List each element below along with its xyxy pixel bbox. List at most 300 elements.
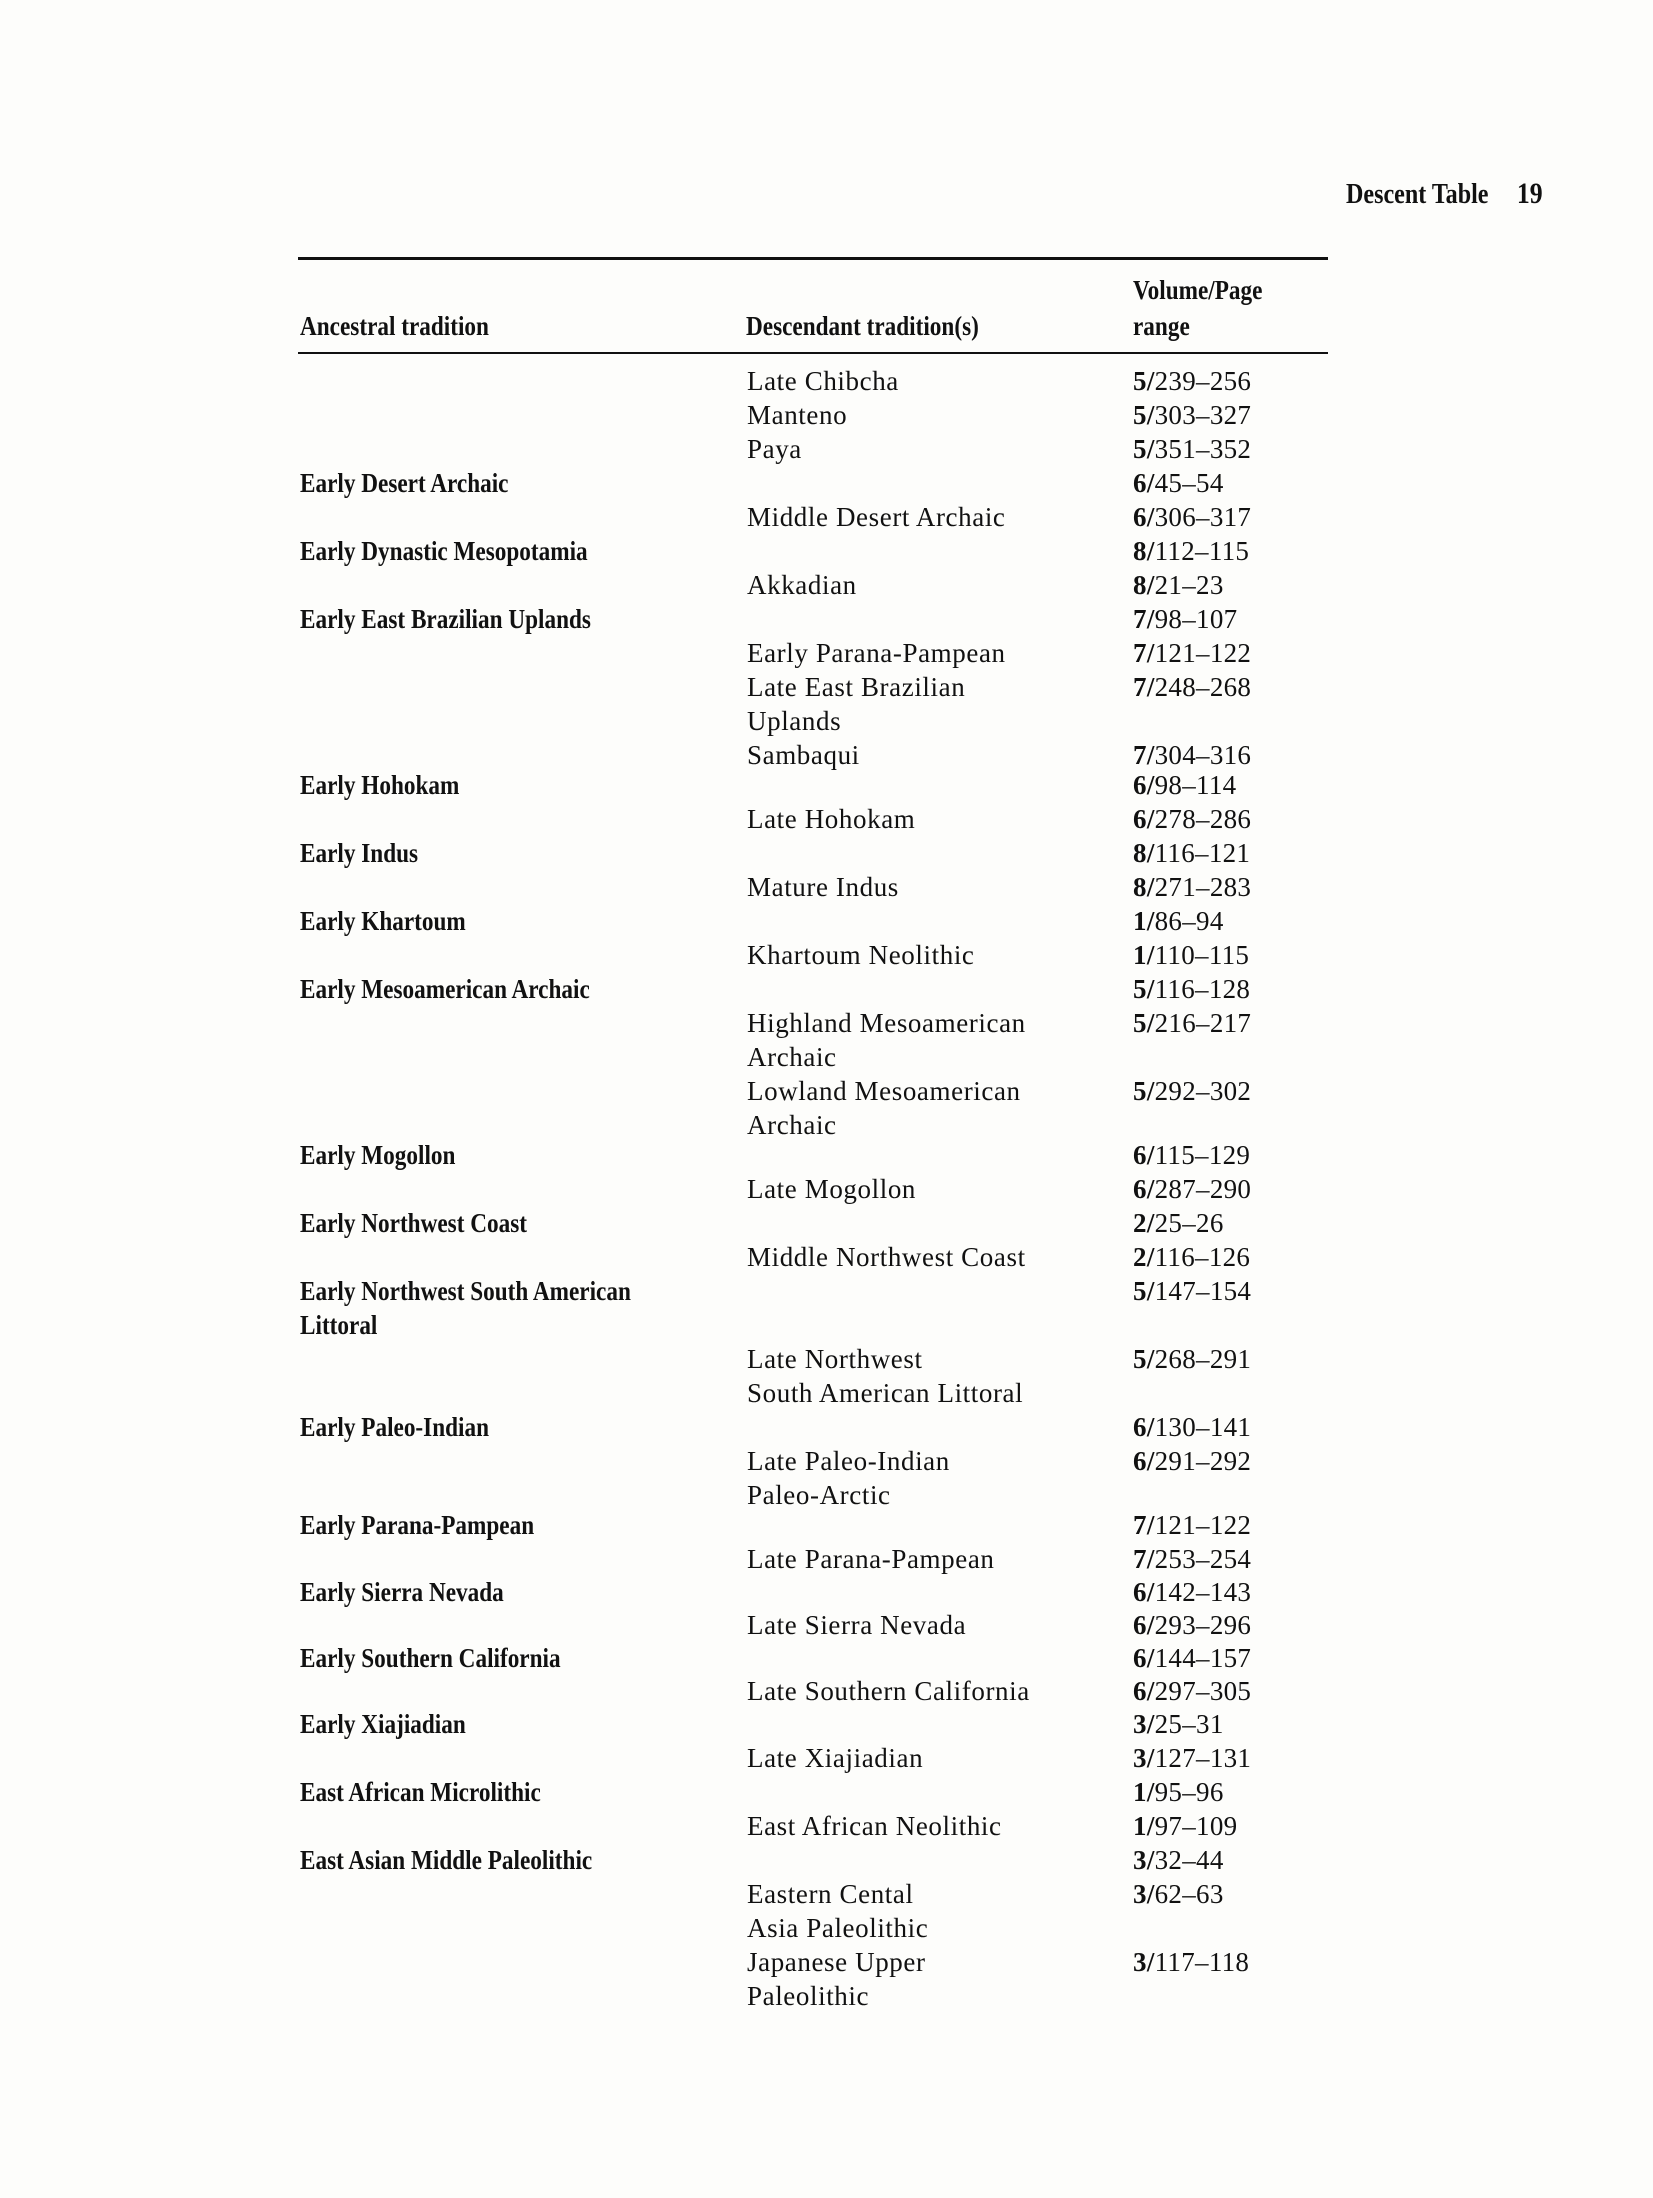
volume-separator: / <box>1146 1510 1155 1540</box>
ancestral-tradition-cell <box>300 904 730 938</box>
running-head <box>1346 177 1543 211</box>
table-row <box>0 802 1653 836</box>
ancestral-tradition-cell <box>300 466 730 500</box>
volume-separator: / <box>1146 536 1155 566</box>
volume-separator: / <box>1146 872 1155 902</box>
page-range: 130–141 <box>1154 1412 1252 1442</box>
table-row <box>0 1843 1653 1877</box>
table-row <box>0 1274 1653 1342</box>
volume-separator: / <box>1146 1076 1155 1106</box>
volume-page-cell <box>1133 1342 1333 1376</box>
table-row <box>0 768 1653 802</box>
volume-separator: / <box>1146 1446 1155 1476</box>
volume-page-cell <box>1133 1444 1333 1478</box>
volume-number: 3 <box>1133 1947 1147 1977</box>
table-row <box>0 1444 1653 1508</box>
ancestral-tradition-cell <box>300 972 730 1006</box>
ancestral-tradition-cell <box>300 1410 730 1444</box>
volume-number: 5 <box>1133 1008 1147 1038</box>
volume-page-cell <box>1133 1674 1333 1708</box>
ancestral-tradition-text: Early Paleo-Indian <box>300 1412 490 1442</box>
page-range: 292–302 <box>1154 1076 1252 1106</box>
descendant-tradition-cell <box>747 1674 1107 1708</box>
volume-page-cell <box>1133 534 1333 568</box>
ancestral-tradition-cell <box>300 1707 730 1741</box>
descendant-tradition-cell <box>747 432 1107 466</box>
ancestral-tradition-text: Early Mesoamerican Archaic <box>300 974 590 1004</box>
volume-separator: / <box>1146 1643 1155 1673</box>
page-range: 116–128 <box>1154 974 1251 1004</box>
table-row <box>0 636 1653 670</box>
ancestral-tradition-text: Early Khartoum <box>300 906 466 936</box>
descendant-tradition-cell <box>747 500 1107 534</box>
ancestral-tradition-cell <box>300 768 730 802</box>
volume-separator: / <box>1146 468 1155 498</box>
volume-number: 5 <box>1133 1344 1147 1374</box>
table-row <box>0 568 1653 602</box>
page-range: 306–317 <box>1154 502 1252 532</box>
table-row <box>0 1741 1653 1775</box>
descendant-tradition-text: Paleolithic <box>747 1981 870 2011</box>
descendant-tradition-text: Late Hohokam <box>747 804 916 834</box>
header-volume-page <box>1133 272 1262 344</box>
volume-number: 6 <box>1133 1676 1147 1706</box>
volume-separator: / <box>1146 1577 1155 1607</box>
ancestral-tradition-text: Early Xiajiadian <box>300 1709 466 1739</box>
volume-page-cell <box>1133 870 1333 904</box>
ancestral-tradition-cell <box>300 1274 730 1342</box>
descendant-tradition-text: Archaic <box>747 1042 837 1072</box>
volume-separator: / <box>1146 1276 1155 1306</box>
volume-separator: / <box>1146 1242 1155 1272</box>
descendant-tradition-text: South American Littoral <box>747 1378 1024 1408</box>
table-row <box>0 972 1653 1006</box>
descendant-tradition-text: Uplands <box>747 706 842 736</box>
page-range: 116–126 <box>1154 1242 1251 1272</box>
descendant-tradition-cell <box>747 670 1107 738</box>
page-range: 25–31 <box>1154 1709 1224 1739</box>
table-row <box>0 670 1653 738</box>
table-row <box>0 1674 1653 1707</box>
descendant-tradition-cell <box>747 568 1107 602</box>
volume-separator: / <box>1146 400 1155 430</box>
table-row <box>0 466 1653 500</box>
descendant-tradition-text: Middle Desert Archaic <box>747 502 1006 532</box>
volume-page-cell <box>1133 1741 1333 1775</box>
page-range: 121–122 <box>1154 1510 1252 1540</box>
volume-page-cell <box>1133 1877 1333 1911</box>
volume-page-cell <box>1133 670 1333 704</box>
descendant-tradition-cell <box>747 1608 1107 1642</box>
descendant-tradition-cell <box>747 1240 1107 1274</box>
volume-separator: / <box>1146 1610 1155 1640</box>
header-volume-line1: Volume/Page <box>1133 275 1263 305</box>
volume-page-cell <box>1133 432 1333 466</box>
descendant-tradition-text: Paya <box>747 434 802 464</box>
ancestral-tradition-cell <box>300 1843 730 1877</box>
volume-page-cell <box>1133 1775 1333 1809</box>
table-row <box>0 738 1653 768</box>
descendant-tradition-cell <box>747 1172 1107 1206</box>
volume-page-cell <box>1133 738 1333 772</box>
volume-page-cell <box>1133 1508 1333 1542</box>
volume-page-cell <box>1133 904 1333 938</box>
volume-page-cell <box>1133 1542 1333 1576</box>
descendant-tradition-text: Late Paleo-Indian <box>747 1446 950 1476</box>
page-range: 112–115 <box>1154 536 1250 566</box>
volume-number: 5 <box>1133 434 1147 464</box>
table-body <box>0 364 1653 2013</box>
volume-number: 5 <box>1133 366 1147 396</box>
header-ancestral: Ancestral tradition <box>300 311 489 341</box>
ancestral-tradition-text: Littoral <box>300 1310 378 1340</box>
volume-separator: / <box>1146 570 1155 600</box>
descendant-tradition-text: Khartoum Neolithic <box>747 940 975 970</box>
page-range: 95–96 <box>1154 1777 1224 1807</box>
ancestral-tradition-cell <box>300 1575 730 1609</box>
volume-number: 7 <box>1133 740 1147 770</box>
ancestral-tradition-cell <box>300 836 730 870</box>
page-range: 110–115 <box>1154 940 1250 970</box>
descendant-tradition-cell <box>747 1342 1107 1410</box>
volume-page-cell <box>1133 802 1333 836</box>
page-number: 19 <box>1517 177 1543 210</box>
header-descendant: Descendant tradition(s) <box>746 311 979 341</box>
volume-number: 6 <box>1133 1412 1147 1442</box>
volume-separator: / <box>1146 672 1155 702</box>
volume-number: 2 <box>1133 1242 1147 1272</box>
page-range: 278–286 <box>1154 804 1252 834</box>
volume-number: 6 <box>1133 1174 1147 1204</box>
table-row <box>0 602 1653 636</box>
page-range: 142–143 <box>1154 1577 1252 1607</box>
volume-page-cell <box>1133 1945 1333 1979</box>
volume-separator: / <box>1146 502 1155 532</box>
descendant-tradition-text: Early Parana-Pampean <box>747 638 1006 668</box>
volume-page-cell <box>1133 398 1333 432</box>
descendant-tradition-text: Late Chibcha <box>747 366 899 396</box>
table-row <box>0 1172 1653 1206</box>
descendant-tradition-text: Late East Brazilian <box>747 672 966 702</box>
table-row <box>0 1006 1653 1074</box>
page-range: 127–131 <box>1154 1743 1252 1773</box>
volume-page-cell <box>1133 938 1333 972</box>
volume-number: 7 <box>1133 1544 1147 1574</box>
volume-number: 5 <box>1133 1276 1147 1306</box>
table-row <box>0 1641 1653 1674</box>
page-range: 303–327 <box>1154 400 1252 430</box>
volume-page-cell <box>1133 1843 1333 1877</box>
page-range: 144–157 <box>1154 1643 1252 1673</box>
volume-page-cell <box>1133 1206 1333 1240</box>
table-row <box>0 938 1653 972</box>
page-range: 293–296 <box>1154 1610 1252 1640</box>
volume-separator: / <box>1146 1811 1155 1841</box>
page-range: 121–122 <box>1154 638 1252 668</box>
table-row <box>0 836 1653 870</box>
descendant-tradition-cell <box>747 398 1107 432</box>
ancestral-tradition-cell <box>300 1641 730 1675</box>
volume-page-cell <box>1133 1074 1333 1108</box>
descendant-tradition-text: Mature Indus <box>747 872 899 902</box>
table-row <box>0 1074 1653 1138</box>
descendant-tradition-cell <box>747 870 1107 904</box>
descendant-tradition-cell <box>747 1006 1107 1074</box>
volume-page-cell <box>1133 1274 1333 1308</box>
volume-page-cell <box>1133 1641 1333 1675</box>
descendant-tradition-cell <box>747 1877 1107 1945</box>
ancestral-tradition-cell <box>300 1775 730 1809</box>
volume-page-cell <box>1133 1240 1333 1274</box>
volume-separator: / <box>1146 1344 1155 1374</box>
descendant-tradition-text: Late Parana-Pampean <box>747 1544 995 1574</box>
volume-number: 5 <box>1133 1076 1147 1106</box>
table-row <box>0 534 1653 568</box>
ancestral-tradition-cell <box>300 602 730 636</box>
page-range: 117–118 <box>1154 1947 1250 1977</box>
table-row <box>0 1809 1653 1843</box>
volume-page-cell <box>1133 1575 1333 1609</box>
volume-number: 8 <box>1133 536 1147 566</box>
volume-separator: / <box>1146 1208 1155 1238</box>
table-row <box>0 432 1653 466</box>
volume-page-cell <box>1133 568 1333 602</box>
table-row <box>0 364 1653 398</box>
page-range: 147–154 <box>1154 1276 1252 1306</box>
volume-separator: / <box>1146 434 1155 464</box>
volume-number: 3 <box>1133 1709 1147 1739</box>
ancestral-tradition-text: Early Indus <box>300 838 419 868</box>
volume-number: 5 <box>1133 974 1147 1004</box>
table-row <box>0 1410 1653 1444</box>
descendant-tradition-text: East African Neolithic <box>747 1811 1002 1841</box>
table-row <box>0 870 1653 904</box>
descendant-tradition-text: Late Sierra Nevada <box>747 1610 967 1640</box>
header-volume-line2: range <box>1133 311 1190 341</box>
volume-separator: / <box>1146 1777 1155 1807</box>
volume-number: 6 <box>1133 1446 1147 1476</box>
volume-number: 6 <box>1133 502 1147 532</box>
volume-number: 3 <box>1133 1879 1147 1909</box>
volume-separator: / <box>1146 1709 1155 1739</box>
volume-page-cell <box>1133 972 1333 1006</box>
ancestral-tradition-text: Early Mogollon <box>300 1140 456 1170</box>
descendant-tradition-text: Manteno <box>747 400 848 430</box>
volume-number: 1 <box>1133 1777 1147 1807</box>
volume-separator: / <box>1146 1412 1155 1442</box>
page-range: 25–26 <box>1154 1208 1224 1238</box>
descendant-tradition-cell <box>747 1809 1107 1843</box>
volume-page-cell <box>1133 1707 1333 1741</box>
volume-number: 8 <box>1133 872 1147 902</box>
ancestral-tradition-text: Early Sierra Nevada <box>300 1577 504 1607</box>
descendant-tradition-text: Eastern Cental <box>747 1879 914 1909</box>
ancestral-tradition-cell <box>300 534 730 568</box>
page-range: 304–316 <box>1154 740 1252 770</box>
page-range: 115–129 <box>1154 1140 1251 1170</box>
descendant-tradition-text: Lowland Mesoamerican <box>747 1076 1021 1106</box>
descendant-tradition-cell <box>747 938 1107 972</box>
volume-page-cell <box>1133 602 1333 636</box>
descendant-tradition-text: Paleo-Arctic <box>747 1480 891 1510</box>
table-row <box>0 1342 1653 1410</box>
volume-separator: / <box>1146 1174 1155 1204</box>
volume-separator: / <box>1146 1947 1155 1977</box>
table-top-rule <box>298 257 1328 260</box>
ancestral-tradition-text: Early Northwest Coast <box>300 1208 528 1238</box>
table-row <box>0 1707 1653 1741</box>
descendant-tradition-cell <box>747 636 1107 670</box>
volume-separator: / <box>1146 804 1155 834</box>
volume-page-cell <box>1133 836 1333 870</box>
descendant-tradition-text: Middle Northwest Coast <box>747 1242 1026 1272</box>
volume-separator: / <box>1146 1845 1155 1875</box>
descendant-tradition-text: Late Southern California <box>747 1676 1030 1706</box>
ancestral-tradition-text: Early Northwest South American <box>300 1276 631 1306</box>
table-row <box>0 1138 1653 1172</box>
page-range: 216–217 <box>1154 1008 1252 1038</box>
volume-page-cell <box>1133 500 1333 534</box>
volume-number: 7 <box>1133 672 1147 702</box>
volume-separator: / <box>1146 1879 1155 1909</box>
ancestral-tradition-text: East Asian Middle Paleolithic <box>300 1845 593 1875</box>
volume-separator: / <box>1146 1676 1155 1706</box>
volume-separator: / <box>1146 740 1155 770</box>
page-range: 253–254 <box>1154 1544 1252 1574</box>
page-range: 287–290 <box>1154 1174 1252 1204</box>
volume-number: 7 <box>1133 638 1147 668</box>
ancestral-tradition-text: Early Desert Archaic <box>300 468 509 498</box>
volume-page-cell <box>1133 1006 1333 1040</box>
volume-separator: / <box>1146 838 1155 868</box>
volume-page-cell <box>1133 1172 1333 1206</box>
volume-separator: / <box>1146 770 1155 800</box>
ancestral-tradition-text: Early Parana-Pampean <box>300 1510 535 1540</box>
volume-number: 3 <box>1133 1845 1147 1875</box>
page-range: 45–54 <box>1154 468 1224 498</box>
volume-number: 6 <box>1133 804 1147 834</box>
descendant-tradition-text: Japanese Upper <box>747 1947 926 1977</box>
descendant-tradition-text: Late Northwest <box>747 1344 923 1374</box>
ancestral-tradition-text: Early East Brazilian Uplands <box>300 604 591 634</box>
volume-number: 1 <box>1133 906 1147 936</box>
descendant-tradition-cell <box>747 364 1107 398</box>
table-row <box>0 1877 1653 1945</box>
volume-separator: / <box>1146 1140 1155 1170</box>
page-range: 21–23 <box>1154 570 1224 600</box>
volume-separator: / <box>1146 1544 1155 1574</box>
ancestral-tradition-text: East African Microlithic <box>300 1777 541 1807</box>
volume-page-cell <box>1133 466 1333 500</box>
table-row <box>0 1240 1653 1274</box>
table-row <box>0 1575 1653 1608</box>
volume-page-cell <box>1133 768 1333 802</box>
table-row <box>0 1206 1653 1240</box>
ancestral-tradition-text: Early Dynastic Mesopotamia <box>300 536 588 566</box>
table-row <box>0 1945 1653 2013</box>
descendant-tradition-cell <box>747 1444 1107 1512</box>
table-row <box>0 1542 1653 1575</box>
page-range: 268–291 <box>1154 1344 1252 1374</box>
volume-separator: / <box>1146 940 1155 970</box>
table-header-rule <box>298 352 1328 354</box>
table-row <box>0 500 1653 534</box>
page-range: 116–121 <box>1154 838 1251 868</box>
page-range: 98–114 <box>1154 770 1237 800</box>
page-range: 351–352 <box>1154 434 1252 464</box>
page-range: 297–305 <box>1154 1676 1252 1706</box>
table-row <box>0 1775 1653 1809</box>
volume-separator: / <box>1146 974 1155 1004</box>
table-row <box>0 1508 1653 1542</box>
volume-number: 7 <box>1133 604 1147 634</box>
volume-number: 8 <box>1133 570 1147 600</box>
ancestral-tradition-text: Early Hohokam <box>300 770 460 800</box>
volume-number: 5 <box>1133 400 1147 430</box>
volume-number: 6 <box>1133 1577 1147 1607</box>
volume-separator: / <box>1146 1743 1155 1773</box>
table-row <box>0 1608 1653 1641</box>
page-range: 291–292 <box>1154 1446 1252 1476</box>
descendant-tradition-cell <box>747 1741 1107 1775</box>
descendant-tradition-text: Sambaqui <box>747 740 860 770</box>
volume-page-cell <box>1133 364 1333 398</box>
volume-number: 8 <box>1133 838 1147 868</box>
page-range: 98–107 <box>1154 604 1238 634</box>
volume-separator: / <box>1146 906 1155 936</box>
volume-number: 6 <box>1133 468 1147 498</box>
volume-number: 7 <box>1133 1510 1147 1540</box>
page-range: 62–63 <box>1154 1879 1224 1909</box>
descendant-tradition-cell <box>747 1945 1107 2013</box>
volume-number: 3 <box>1133 1743 1147 1773</box>
page-range: 271–283 <box>1154 872 1252 902</box>
descendant-tradition-text: Highland Mesoamerican <box>747 1008 1026 1038</box>
volume-separator: / <box>1146 1008 1155 1038</box>
volume-separator: / <box>1146 604 1155 634</box>
running-head-title: Descent Table <box>1346 179 1489 210</box>
page-range: 239–256 <box>1154 366 1252 396</box>
volume-page-cell <box>1133 1608 1333 1642</box>
volume-number: 6 <box>1133 1610 1147 1640</box>
page-range: 86–94 <box>1154 906 1224 936</box>
descendant-tradition-text: Archaic <box>747 1110 837 1140</box>
volume-number: 6 <box>1133 770 1147 800</box>
descendant-tradition-cell <box>747 1074 1107 1142</box>
page-range: 32–44 <box>1154 1845 1224 1875</box>
volume-separator: / <box>1146 366 1155 396</box>
volume-separator: / <box>1146 638 1155 668</box>
volume-page-cell <box>1133 1410 1333 1444</box>
ancestral-tradition-text: Early Southern California <box>300 1643 561 1673</box>
volume-number: 6 <box>1133 1643 1147 1673</box>
descendant-tradition-text: Late Mogollon <box>747 1174 917 1204</box>
ancestral-tradition-cell <box>300 1206 730 1240</box>
page-range: 97–109 <box>1154 1811 1238 1841</box>
table-row <box>0 904 1653 938</box>
volume-number: 2 <box>1133 1208 1147 1238</box>
descendant-tradition-cell <box>747 802 1107 836</box>
ancestral-tradition-cell <box>300 1508 730 1542</box>
volume-page-cell <box>1133 1138 1333 1172</box>
volume-number: 1 <box>1133 1811 1147 1841</box>
descendant-tradition-text: Late Xiajiadian <box>747 1743 924 1773</box>
table-row <box>0 398 1653 432</box>
page-range: 248–268 <box>1154 672 1252 702</box>
ancestral-tradition-cell <box>300 1138 730 1172</box>
descendant-tradition-text: Akkadian <box>747 570 857 600</box>
descendant-tradition-text: Asia Paleolithic <box>747 1913 929 1943</box>
